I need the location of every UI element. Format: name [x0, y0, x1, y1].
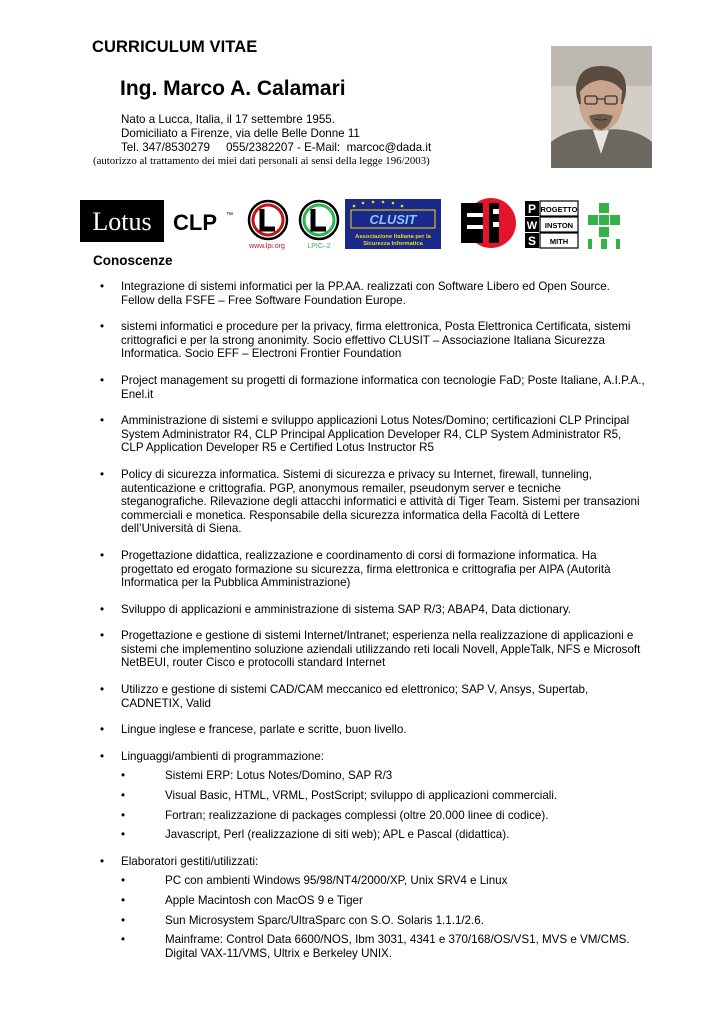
- clp-trademark: ™: [226, 212, 233, 219]
- list-item: [100, 468, 645, 536]
- bullet-icon: •: [100, 723, 105, 737]
- list-item: [100, 683, 645, 710]
- pws-letter-p: P: [527, 202, 537, 216]
- list-item-text: Progettazione didattica, realizzazione e coordinamento di corsi di formazione informatica. Ha progettato ed erogato formazione su sicurezza, firma elettronica e crittografia per AIPA (Autorità Informatica per la Pubblica Amministrazione): [121, 548, 611, 590]
- bullet-icon: •: [121, 789, 126, 803]
- bullet-icon: •: [100, 373, 105, 387]
- sub-list-item: [121, 874, 645, 888]
- list-item: [100, 549, 645, 590]
- sub-list-item: [121, 894, 645, 908]
- address-info: Domiciliato a Firenze, via delle Belle Donne 11: [121, 127, 360, 140]
- clp-logo-text: CLP: [173, 210, 217, 235]
- sub-list-item-text: Javascript, Perl (realizzazione di siti web); APL e Pascal (didattica).: [165, 828, 510, 842]
- bullet-icon: •: [121, 913, 126, 927]
- list-item-languages: [100, 750, 645, 842]
- list-item: [100, 374, 645, 401]
- list-item-text: sistemi informatici e procedure per la privacy, firma elettronica, Posta Elettronica Certificata, sistemi crittografici e per la strong anonimity. Socio effettivo CLUSIT – Associazione Italiana Sicurezza Informatica. Socio EFF – Electroni Frontier Foundation: [121, 320, 631, 361]
- clusit-caption-2: Sicurezza Informatica: [363, 241, 423, 247]
- clusit-logo: [345, 199, 441, 249]
- clusit-caption-1: Associazione Italiana per la: [355, 234, 431, 240]
- bullet-icon: •: [100, 548, 105, 562]
- portrait-photo: [551, 46, 652, 168]
- lpi-logo: [248, 201, 287, 250]
- sub-list-item: [121, 914, 645, 928]
- pws-word-3: MITH: [549, 237, 569, 246]
- logo-strip: [79, 196, 639, 251]
- sub-list-item-text: Apple Macintosh con MacOS 9 e Tiger: [165, 894, 363, 907]
- pws-logo: [525, 201, 578, 248]
- list-item: [100, 280, 645, 307]
- list-item-text: Elaboratori gestiti/utilizzati:: [121, 854, 259, 868]
- bullet-icon: •: [121, 874, 126, 888]
- green-cross-logo: [588, 203, 620, 249]
- bullet-icon: •: [100, 414, 105, 428]
- sub-list-item-text: Sistemi ERP: Lotus Notes/Domino, SAP R/3: [165, 769, 393, 783]
- list-item: [100, 414, 645, 455]
- skills-list: [100, 280, 645, 973]
- list-item: [100, 629, 645, 670]
- sub-list-item-text: Fortran; realizzazione di packages complessi (oltre 20.000 linee di codice).: [165, 808, 549, 822]
- bullet-icon: •: [100, 854, 105, 868]
- list-item-text: Project management su progetti di formazione informatica con tecnologie FaD; Poste Italiane, A.I.P.A., Enel.it: [121, 373, 645, 401]
- list-item-text: Policy di sicurezza informatica. Sistemi di sicurezza e privacy su Internet, firewall, tunneling, autenticazione e crittografia. PGP, anonymous remailer, pseudonym server e tecniche steganografiche. Rilevazione degli attacchi informatici e attività di Tiger Team. Sistemi per transazioni commerciali e monetica. Responsabile della sicurezza informatica della Facoltà di Lettere dell’Università di Siena.: [121, 467, 640, 536]
- person-name: Ing. Marco A. Calamari: [120, 77, 346, 100]
- sub-list-item: [121, 789, 645, 803]
- pws-word-2: INSTON: [544, 221, 574, 230]
- sub-list-item-text: Mainframe: Control Data 6600/NOS, Ibm 3031, 4341 e 370/168/OS/VS1, MVS e VM/CMS. Digital VAX-11/VMS, Ultrix e Berkeley UNIX.: [165, 933, 630, 960]
- lpic2-caption: LPIC–2: [307, 243, 331, 250]
- bullet-icon: •: [100, 629, 105, 643]
- list-item-text: Progettazione e gestione di sistemi Internet/Intranet; esperienza nella realizzazione di applicazioni e sistemi che implementino soluzione aziendali utilizzando reti locali Novell, AppleTalk, NFS e Microsoft NetBEUI, router Cisco e protocolli standard Internet: [121, 629, 641, 670]
- birth-info: Nato a Lucca, Italia, il 17 settembre 1955.: [121, 113, 335, 126]
- bullet-icon: •: [121, 808, 126, 822]
- list-item-text: Lingue inglese e francese, parlate e scritte, buon livello.: [121, 723, 407, 737]
- bullet-icon: •: [121, 828, 126, 842]
- lpic2-logo: [300, 201, 338, 250]
- list-item: [100, 320, 645, 361]
- list-item-text: Utilizzo e gestione di sistemi CAD/CAM meccanico ed elettronico; SAP V, Ansys, Supertab, CADNETIX, Valid: [121, 683, 589, 710]
- languages-sublist: [121, 769, 645, 841]
- list-item-text: Amministrazione di sistemi e sviluppo applicazioni Lotus Notes/Domino; certificazioni CLP Principal System Administrator R4, CLP Principal Application Developer R4, CLP System Administrator R5, CLP Application Developer R5 e Certified Lotus Instructor R5: [121, 414, 630, 455]
- bullet-icon: •: [100, 602, 105, 616]
- privacy-consent: (autorizzo al trattamento dei miei dati personali ai sensi della legge 196/2003): [93, 155, 430, 167]
- list-item-computers: [100, 855, 645, 961]
- sub-list-item-text: PC con ambienti Windows 95/98/NT4/2000/XP, Unix SRV4 e Linux: [165, 874, 508, 888]
- sub-list-item: [121, 828, 645, 842]
- pws-word-1: ROGETTO: [540, 205, 578, 214]
- eff-logo: [461, 198, 516, 248]
- clusit-logo-text: CLUSIT: [369, 212, 417, 227]
- sub-list-item-text: Sun Microsystem Sparc/UltraSparc con S.O. Solaris 1.1.1/2.6.: [165, 913, 484, 927]
- clp-logo: [173, 210, 233, 235]
- computers-sublist: [121, 874, 645, 960]
- lotus-logo: [80, 200, 164, 242]
- bullet-icon: •: [100, 320, 105, 334]
- list-item-text: Linguaggi/ambienti di programmazione:: [121, 749, 325, 763]
- sub-list-item-text: Visual Basic, HTML, VRML, PostScript; sviluppo di applicazioni commerciali.: [165, 789, 558, 803]
- section-title: Conoscenze: [93, 253, 173, 268]
- list-item: [100, 723, 645, 737]
- sub-list-item: [121, 809, 645, 823]
- sub-list-item: [121, 769, 645, 783]
- lotus-logo-text: Lotus: [92, 207, 152, 236]
- list-item-text: Integrazione di sistemi informatici per la PP.AA. realizzati con Software Libero ed Open Source. Fellow della FSFE – Free Software Foundation Europe.: [121, 280, 610, 307]
- sub-list-item: [121, 933, 645, 960]
- lpi-url: www.lpi.org: [249, 243, 285, 250]
- list-item-text: Sviluppo di applicazioni e amministrazione di sistema SAP R/3; ABAP4, Data dictionary.: [121, 602, 572, 616]
- bullet-icon: •: [121, 894, 126, 907]
- pws-letter-w: W: [526, 220, 538, 232]
- bullet-icon: •: [100, 683, 105, 697]
- document-title: CURRICULUM VITAE: [92, 38, 258, 56]
- contact-info: Tel. 347/8530279 055/2382207 - E-Mail: marcoc@dada.it: [121, 141, 432, 154]
- bullet-icon: •: [100, 467, 105, 481]
- bullet-icon: •: [100, 280, 105, 293]
- list-item: [100, 603, 645, 617]
- pws-letter-s: S: [527, 234, 537, 248]
- bullet-icon: •: [100, 749, 105, 763]
- bullet-icon: •: [121, 933, 126, 947]
- bullet-icon: •: [121, 769, 126, 783]
